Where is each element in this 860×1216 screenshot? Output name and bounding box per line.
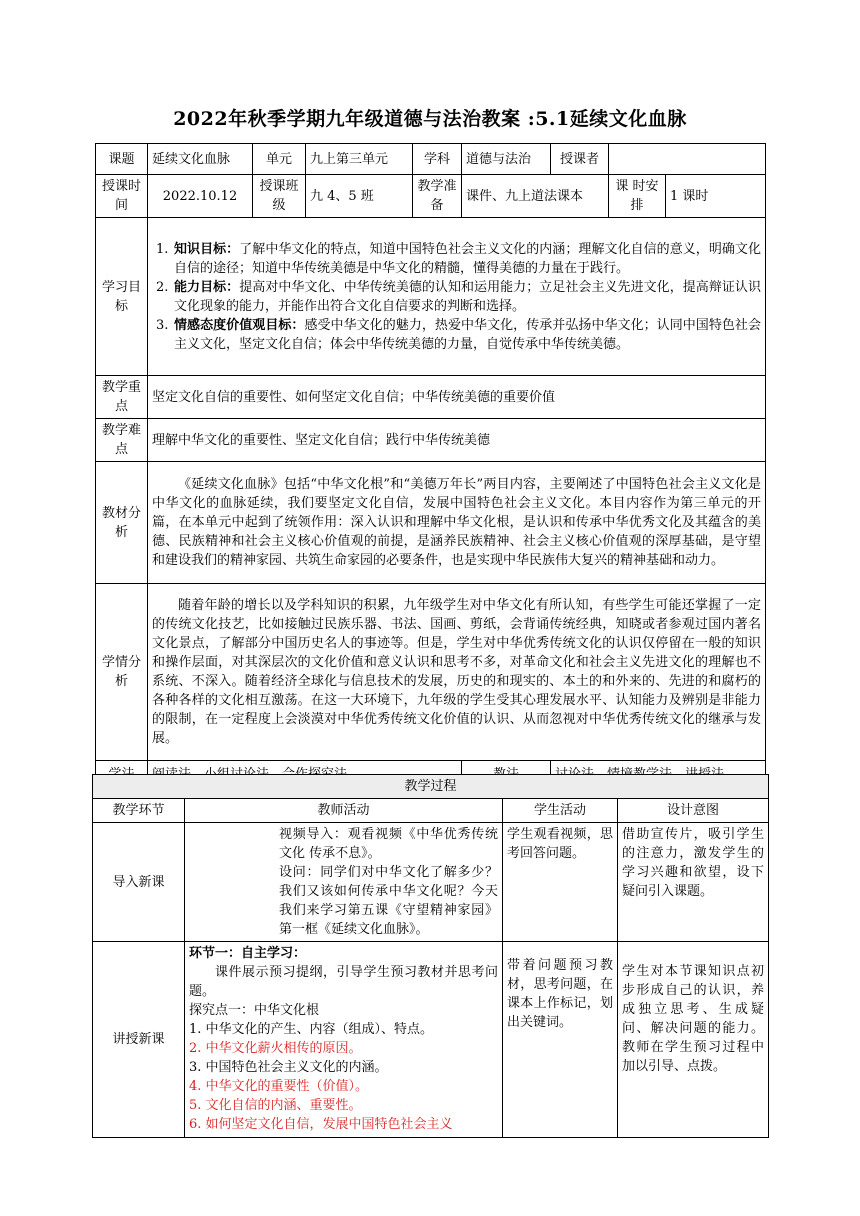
key-label: 教学重点 — [96, 376, 148, 419]
preview-question-list — [189, 1020, 498, 1134]
unit-value: 九上第三单元 — [306, 144, 413, 175]
header-intent: 设计意图 — [618, 799, 769, 823]
intro-design-intent: 借助宣传片，吸引学生的注意力，激发学生的学习兴趣和欲望，设下疑问引入课题。 — [618, 823, 769, 942]
goal-item-attitude: 3. 情感态度价值观目标：感受中华文化的魅力，热爱中华文化，传承并弘扬中华文化；认同中国特色社会主义文化，坚定文化自信；体会中华传统美德的力量，自觉传承中华传统美德。 — [156, 317, 761, 352]
prep-value: 课件、九上道法课本 — [462, 175, 609, 218]
class-label: 授课班级 — [253, 175, 306, 218]
class-value: 九 4、5 班 — [306, 175, 413, 218]
section-heading: 环节一：自主学习： — [189, 946, 307, 961]
section-intro: 课件展示预习提纲，引导学生预习教材并思考问题。 — [189, 965, 498, 999]
teacher-value — [609, 144, 766, 175]
new-lesson-teacher-activity — [185, 942, 503, 1138]
time-label: 授课时间 — [96, 175, 148, 218]
goal-item-ability: 2. 能力目标：提高对中华文化、中华传统美德的认知和运用能力；立足社会主义先进文化，提高辩证认识文化现象的能力，并能作出符合文化自信要求的判断和选择。 — [156, 279, 761, 314]
subject-label: 学科 — [413, 144, 462, 175]
prep-label: 教学准备 — [413, 175, 462, 218]
course-label: 课题 — [96, 144, 148, 175]
students-content: 随着年龄的增长以及学科知识的积累，九年级学生对中华文化有所认知，有些学生可能还掌握了一定的传统文化技艺，比如接触过民族乐器、书法、国画、剪纸，会背诵传统经典，知晓或者参观过国内著名文化景点，了解部分中国历史名人的事迹等。但是，学生对中华优秀传统文化的认识仅停留在一般的知识和操作层面，对其深层次的文化价值和意义认识和思考不多，对革命文化和社会主义先进文化的理解也不系统、不深入。随着经济全球化与信息技术的发展，历史的和现实的、本土的和外来的、先进的和腐朽的各种各样的文化相互激荡。在这一大环境下，九年级的学生受其心理发展水平、认知能力及辨别是非能力的限制，在一定程度上会淡漠对中华优秀传统文化价值的认识、从而忽视对中华优秀传统文化的继承与发展。 — [148, 584, 766, 761]
unit-label: 单元 — [253, 144, 306, 175]
preview-question-item: 3. 中国特色社会主义文化的内涵。 — [189, 1060, 388, 1075]
subject-value: 道德与法治 — [462, 144, 551, 175]
teaching-process-table — [92, 774, 769, 1138]
page-title: 2022年秋季学期九年级道德与法治教案 :5.1延续文化血脉 — [173, 108, 687, 130]
hours-value: 1 课时 — [666, 175, 766, 218]
goals-label: 学习目标 — [96, 218, 148, 376]
hours-label: 课 时安排 — [609, 175, 666, 218]
preview-question-item: 6. 如何坚定文化自信，发展中国特色社会主义 — [189, 1117, 453, 1132]
course-value: 延续文化血脉 — [148, 144, 253, 175]
key-content: 坚定文化自信的重要性、如何坚定文化自信；中华传统美德的重要价值 — [148, 376, 766, 419]
intro-student-activity: 学生观看视频，思考回答问题。 — [503, 823, 618, 942]
explore-point: 探究点一：中华文化根 — [189, 1003, 320, 1018]
header-student: 学生活动 — [503, 799, 618, 823]
preview-question-item: 2. 中华文化薪火相传的原因。 — [189, 1041, 362, 1056]
stage-new-lesson: 讲授新课 — [93, 942, 185, 1138]
preview-question-item: 1. 中华文化的产生、内容（组成）、特点。 — [189, 1022, 434, 1037]
stage-intro: 导入新课 — [93, 823, 185, 942]
time-value: 2022.10.12 — [148, 175, 253, 218]
teacher-label: 授课者 — [551, 144, 609, 175]
header-teacher: 教师活动 — [185, 799, 503, 823]
preview-question-item: 4. 中华文化的重要性（价值）。 — [189, 1079, 369, 1094]
difficulty-content: 理解中华文化的重要性、坚定文化自信；践行中华传统美德 — [148, 419, 766, 462]
material-label: 教材分析 — [96, 462, 148, 584]
difficulty-label: 教学难点 — [96, 419, 148, 462]
material-content: 《延续文化血脉》包括“中华文化根”和“美德万年长”两目内容，主要阐述了中国特色社会主义文化是中华文化的血脉延续，我们要坚定文化自信，发展中国特色社会主义文化。本目内容作为第三单元的开篇，在本单元中起到了统领作用：深入认识和理解中华文化根，是认识和传承中华优秀文化及其蕴含的美德、民族精神和社会主义核心价值观的前提，是涵养民族精神、社会主义核心价值观的深厚基础，是守望和建设我们的精神家园、共筑生命家园的必要条件，也是实现中华民族伟大复兴的精神基础和动力。 — [148, 462, 766, 584]
preview-question-item: 5. 文化自信的内涵、重要性。 — [189, 1098, 362, 1113]
header-stage: 教学环节 — [93, 799, 185, 823]
students-label: 学情分析 — [96, 584, 148, 761]
new-lesson-design-intent: 学生对本节课知识点初步形成自己的认识，养成独立思考、生成疑问、解决问题的能力。教师在学生预习过程中加以引导、点拨。 — [618, 942, 769, 1138]
goal-item-knowledge: 1. 知识目标：了解中华文化的特点，知道中国特色社会主义文化的内涵；理解文化自信的意义，明确文化自信的途径；知道中华传统美德是中华文化的精髓，懂得美德的力量在于践行。 — [156, 241, 761, 276]
lesson-info-table — [95, 143, 766, 789]
new-lesson-student-activity: 带着问题预习教材，思考问题，在课本上作标记，划出关键词。 — [503, 942, 618, 1138]
intro-teacher-activity: 视频导入：观看视频《中华优秀传统文化 传承不息》。 设问：同学们对中华文化了解多少？我们又该如何传承中华文化呢？今天我们来学习第五课《守望精神家园》第一框《延续文化血脉》。 — [185, 823, 503, 942]
goals-content — [148, 218, 766, 376]
process-title: 教学过程 — [93, 775, 769, 799]
